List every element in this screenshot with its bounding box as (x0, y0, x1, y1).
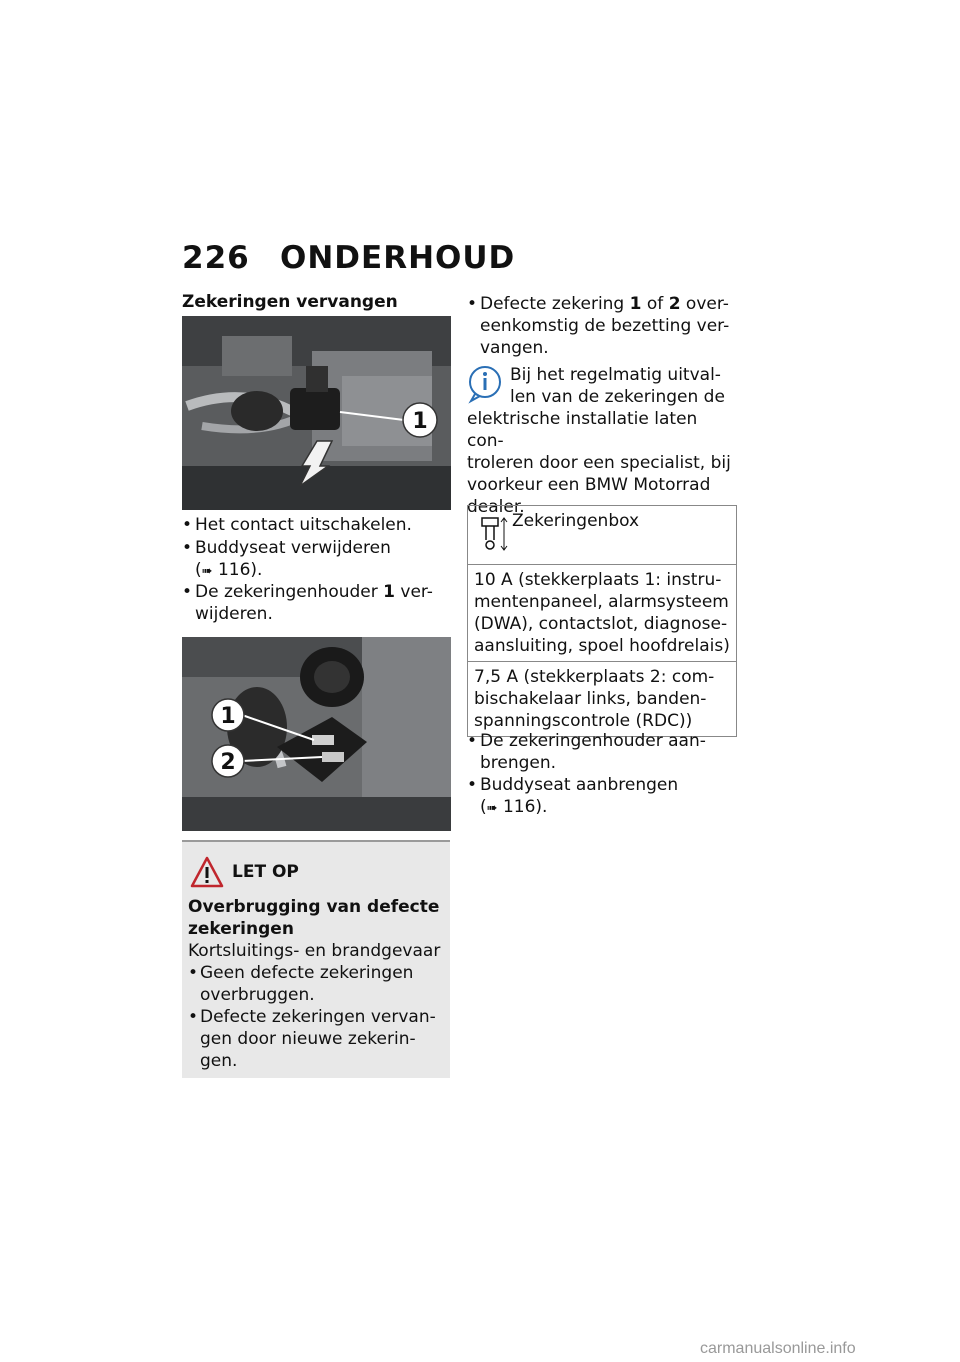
page-ref-link[interactable]: 116). (502, 797, 548, 817)
watermark: carmanualsonline.info (700, 1340, 856, 1357)
fuse-table-header: Zekeringenbox (468, 506, 737, 565)
fuse-table (467, 505, 737, 737)
bullet-icon: • (182, 538, 193, 558)
arrow-ref-icon: ➠ (201, 564, 213, 579)
step-install-holder: • De zekeringenhouder aan- brengen. (467, 731, 706, 773)
warning-triangle-icon (190, 856, 224, 888)
fuse-holder-photo (182, 316, 451, 510)
photo2-label-1: 1 (220, 704, 236, 729)
bullet-icon: • (188, 1007, 199, 1027)
section-title: Zekeringen vervangen (182, 292, 398, 312)
warning-bullet: • Geen defecte zekeringen overbruggen. (188, 963, 414, 1005)
bullet-icon: • (182, 515, 193, 535)
info-icon (467, 364, 503, 404)
page-number: 226 (182, 240, 250, 276)
chapter-title: ONDERHOUD (280, 240, 516, 276)
warning-box (182, 840, 450, 1078)
bullet-icon: • (467, 731, 478, 751)
step-remove-holder: • De zekeringenhouder 1 ver- wijderen. (182, 582, 433, 624)
warning-title: Overbrugging van defecte zekeringen (188, 897, 440, 939)
step-install-seat: • Buddyseat aanbrengen (➠ 116). (467, 775, 679, 817)
info-text: elektrische installatie laten con- troleren door een specialist, bij voorkeur een BMW Motorrad dealer. (467, 409, 731, 517)
arrow-ref-icon: ➠ (486, 801, 498, 816)
fuse-icon (478, 514, 508, 554)
warning-heading: LET OP (232, 862, 299, 882)
fuse-table-row: 10 A (stekkerplaats 1: instru- mentenpaneel, alarmsysteem (DWA), contactslot, diagnose- aansluiting, spoel hoofdrelais) (468, 565, 737, 662)
warning-text: Kortsluitings- en brandgevaar (188, 941, 441, 961)
bullet-icon: • (188, 963, 199, 983)
info-text-indented: Bij het regelmatig uitval- len van de zekeringen de (510, 365, 725, 407)
fuse-detail-photo (182, 637, 451, 831)
step-ignition-off: • Het contact uitschakelen. (182, 515, 412, 535)
step-remove-seat: • Buddyseat verwijderen (➠ 116). (182, 538, 391, 580)
bullet-icon: • (467, 775, 478, 795)
step-replace-fuse: • Defecte zekering 1 of 2 over- eenkomstig de bezetting ver- vangen. (467, 294, 730, 358)
fuse-table-row: 7,5 A (stekkerplaats 2: com- bischakelaar links, banden- spanningscontrole (RDC)) (468, 662, 737, 737)
photo2-label-2: 2 (220, 750, 236, 775)
page-ref-link[interactable]: 116). (217, 560, 263, 580)
warning-bullet: • Defecte zekeringen vervan- gen door nieuwe zekerin- gen. (188, 1007, 436, 1071)
photo1-label: 1 (412, 409, 428, 434)
bullet-icon: • (182, 582, 193, 602)
bullet-icon: • (467, 294, 478, 314)
